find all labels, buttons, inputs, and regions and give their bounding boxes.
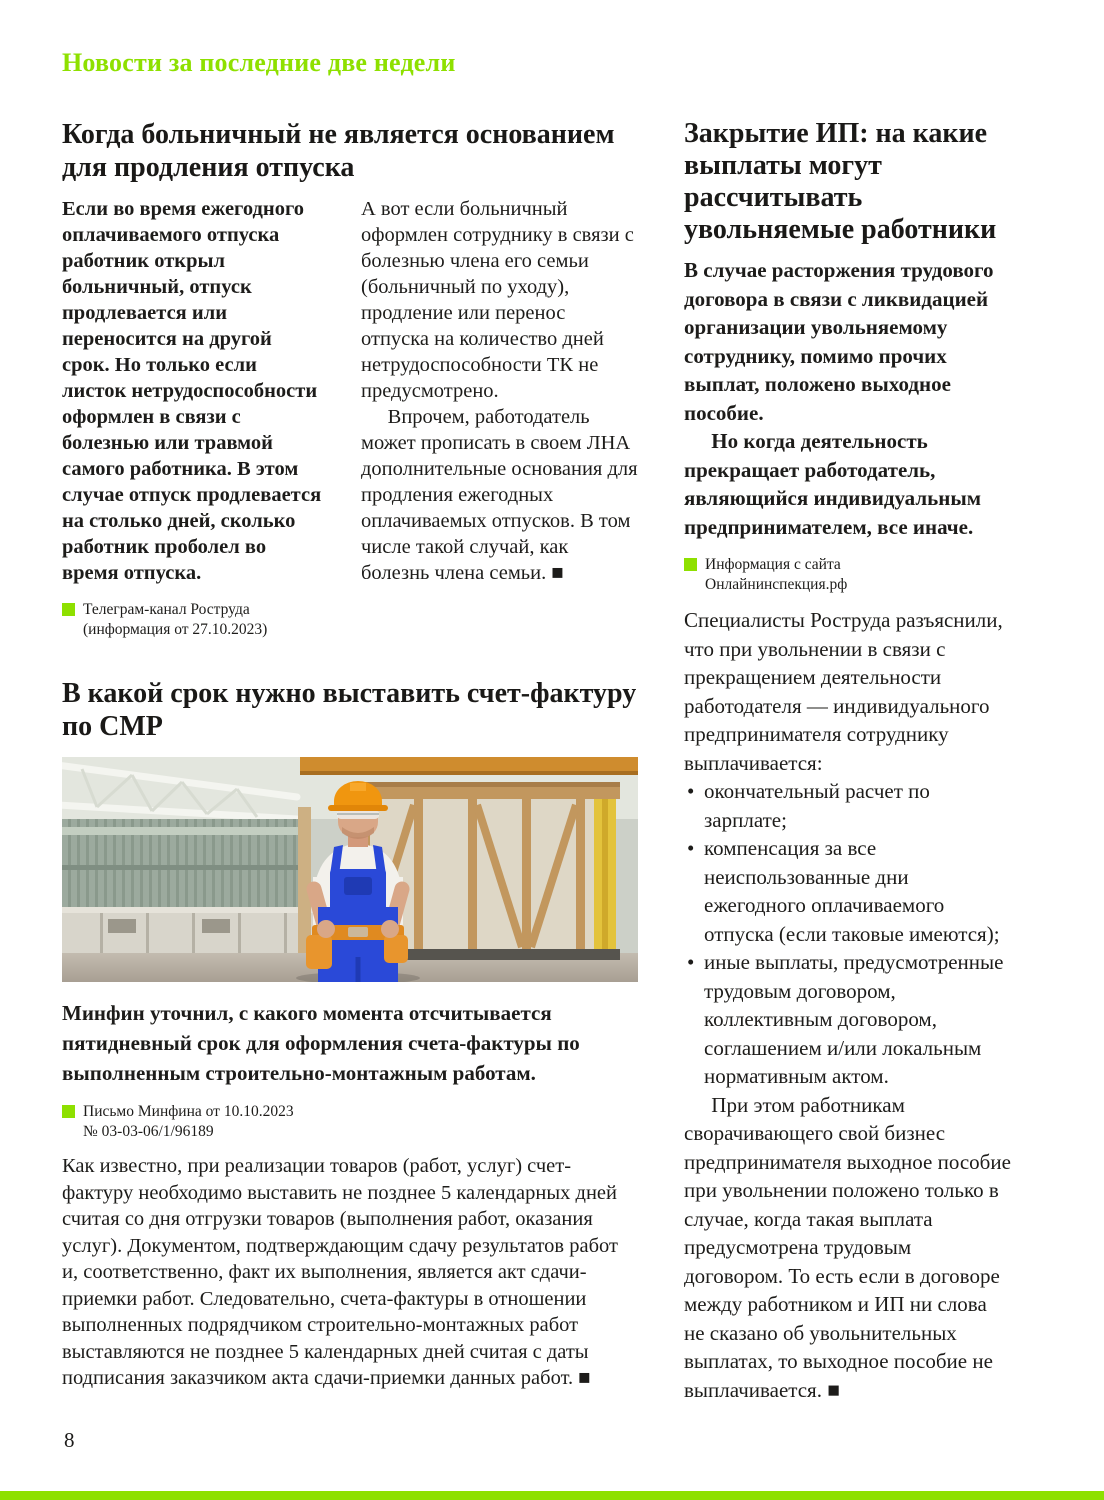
paragraph: Специалисты Роструда разъяснили, что при увольнении в связи с прекращением деятельности работодателя — индивидуального предпринимателя сотруднику выплачивается:	[684, 608, 1003, 775]
source-line: Письмо Минфина от 10.10.2023	[83, 1103, 294, 1120]
article-sick-leave-source	[62, 600, 324, 639]
source-line: (информация от 27.10.2023)	[83, 620, 268, 638]
article-ip-closure	[684, 118, 1011, 1404]
paragraph: А вот если больничный оформлен сотруднику в связи с болезнью члена его семьи (больничный по уходу), продление или перенос отпуска на количество дней нетрудоспособности ТК не предусмотрено.	[361, 198, 634, 402]
article-invoice-smr	[62, 677, 638, 1392]
paragraph: При этом работникам сворачивающего свой бизнес предпринимателя выходное пособие при увольнении положено только в случае, когда такая выплата предусмотрена трудовым договором. То есть если в договоре между работником и ИП ни слова не сказано об увольнительных выплатах, то выходное пособие не выплачивается. ■	[684, 1092, 1011, 1402]
footer-accent-bar	[0, 1491, 1104, 1500]
article-ip-closure-title: Закрытие ИП: на какие выплаты могут рассчитывать увольняемые работники	[684, 118, 997, 245]
article-sick-leave-body	[62, 196, 638, 639]
list-item: • компенсация за все неиспользованные дни ежегодного оплачиваемого отпуска (если таковые имеются);	[684, 834, 1011, 948]
article-sick-leave-col1	[62, 196, 324, 639]
construction-worker-photo	[62, 757, 638, 982]
side-column	[684, 118, 1011, 1404]
article-ip-closure-body	[684, 606, 1011, 1404]
article-invoice-smr-title: В какой срок нужно выставить счет-фактуру по СМР	[62, 678, 637, 742]
list-item: • иные выплаты, предусмотренные трудовым договором, коллективным договором, соглашением и/или локальным нормативным актом.	[684, 948, 1011, 1091]
paragraph: В случае расторжения трудового договора в связи с ликвидацией организации увольняемому сотруднику, помимо прочих выплат, положено выходное пособие.	[684, 258, 994, 425]
page-number: 8	[64, 1428, 75, 1452]
article-sick-leave	[62, 118, 638, 639]
source-line: № 03-03-06/1/96189	[83, 1122, 214, 1140]
article-invoice-smr-body: Как известно, при реализации товаров (работ, услуг) счет-фактуру необходимо выставить не позднее 5 календарных дней считая со дня отгрузки товаров (выполнения работ, оказания услуг). Документом, подтверждающим сдачу результатов работ и, соответственно, факт их выполнения, является акт сдачи-приемки работ. Следовательно, счета-фактуры в отношении выполненных подрядчиком строительно-монтажных работ выставляются не позднее 5 календарных дней считая с даты подписания заказчиком акта сдачи-приемки данных работ. ■	[62, 1155, 618, 1389]
source-bullet-icon	[684, 558, 697, 571]
source-line: Онлайнинспекция.рф	[705, 575, 848, 593]
source-line: Информация с сайта	[705, 556, 841, 573]
paragraph: Но когда деятельность прекращает работодатель, являющийся индивидуальным предпринимателем, все иначе.	[684, 429, 982, 539]
paragraph: Впрочем, работодатель может прописать в своем ЛНА дополнительные основания для продления ежегодных оплачиваемых отпусков. В том числе такой случай, как болезнь члена семьи. ■	[361, 406, 638, 584]
article-photo	[62, 757, 638, 982]
source-bullet-icon	[62, 1105, 75, 1118]
main-column	[62, 118, 638, 1392]
list-item: • окончательный расчет по зарплате;	[684, 777, 1011, 834]
article-ip-closure-source	[684, 555, 1011, 594]
article-sick-leave-intro: Если во время ежегодного оплачиваемого отпуска работник открыл больничный, отпуск продлевается или переносится на другой срок. Но только если листок нетрудоспособности оформлен в связи с болезнью или травмой самого работника. В этом случае отпуск продлевается на столько дней, сколько работник проболел во время отпуска.	[62, 198, 322, 584]
section-kicker: Новости за последние две недели	[62, 48, 456, 77]
article-invoice-smr-lead: Минфин уточнил, с какого момента отсчитывается пятидневный срок для оформления счета-фактуры по выполненным строительно-монтажным работам.	[62, 1001, 580, 1085]
source-line: Телеграм-канал Роструда	[83, 601, 250, 618]
source-bullet-icon	[62, 603, 75, 616]
article-ip-closure-lead	[684, 256, 1011, 541]
article-sick-leave-col2	[361, 196, 638, 639]
article-sick-leave-title: Когда больничный не является основанием для продления отпуска	[62, 119, 615, 183]
article-invoice-smr-source	[62, 1102, 638, 1141]
